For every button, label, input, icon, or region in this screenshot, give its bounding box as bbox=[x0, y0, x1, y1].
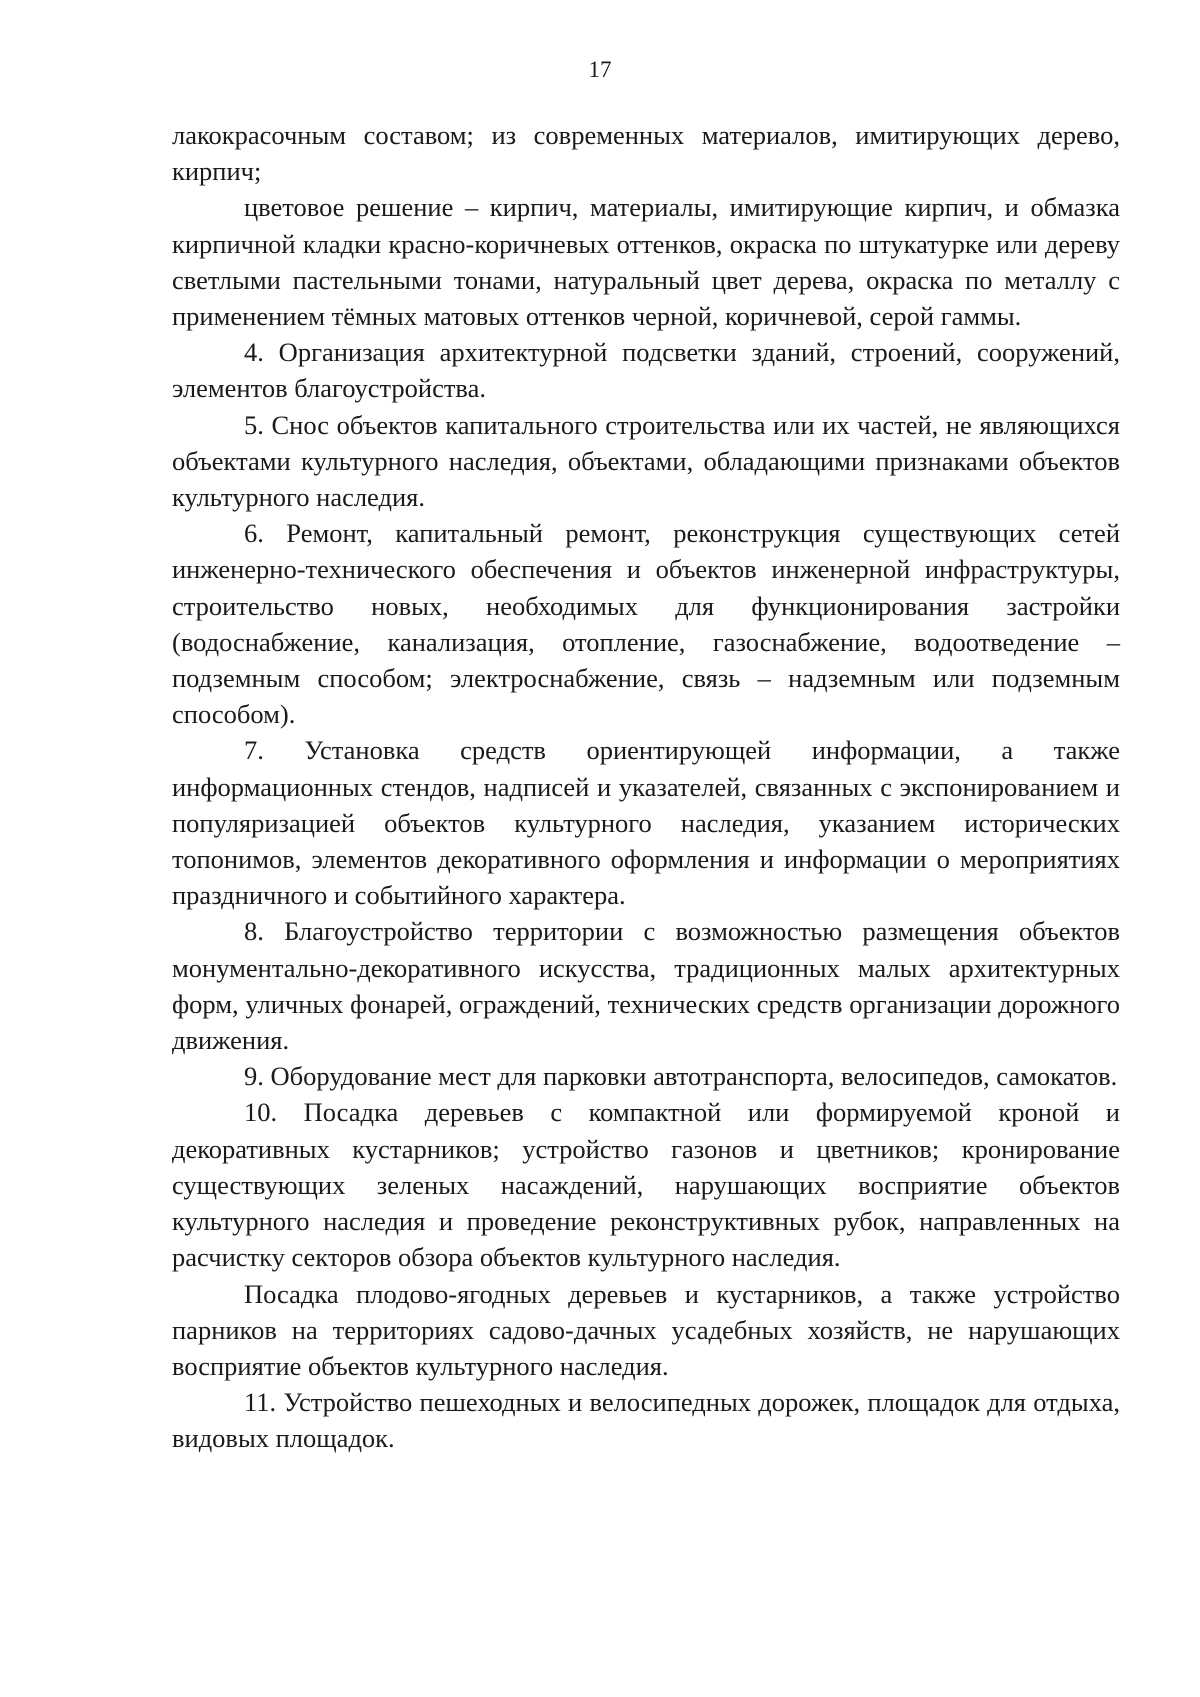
list-item-5: 5. Снос объектов капитального строительства или их частей, не являющихся объектами культурного наследия, объектами, обладающими признаками объектов культурного наследия. bbox=[172, 409, 1120, 513]
paragraph-continuation: лакокрасочным составом; из современных материалов, имитирующих дерево, кирпич; bbox=[172, 120, 1120, 187]
list-item-10: 10. Посадка деревьев с компактной или формируемой кроной и декоративных кустарников; устройство газонов и цветников; кронирование существующих зеленых насаждений, нарушающих восприятие объектов культурного наследия и проведение реконструктивных рубок, направленных на расчистку секторов обзора объектов культурного наследия. bbox=[172, 1097, 1120, 1273]
paragraph-fruit-trees: Посадка плодово-ягодных деревьев и кустарников, а также устройство парников на территориях садово-дачных усадебных хозяйств, не нарушающих восприятие объектов культурного наследия. bbox=[172, 1278, 1120, 1381]
paragraph-color-scheme: цветовое решение – кирпич, материалы, имитирующие кирпич, и обмазка кирпичной кладки красно-коричневых оттенков, окраска по штукатурке или дереву светлыми пастельными тонами, натуральный цвет дерева, окраска по металлу с применением тёмных матовых оттенков черной, коричневой, серой гаммы. bbox=[172, 192, 1120, 332]
list-item-4: 4. Организация архитектурной подсветки зданий, строений, сооружений, элементов благоустройства. bbox=[172, 337, 1120, 404]
list-item-6: 6. Ремонт, капитальный ремонт, реконструкция существующих сетей инженерно-технического обеспечения и объектов инженерной инфраструктуры, строительство новых, необходимых для функционирования застройки (водоснабжение, канализация, отопление, газоснабжение, водоотведение – подземным способом; электроснабжение, связь – надземным или подземным способом). bbox=[172, 518, 1120, 730]
list-item-7: 7. Установка средств ориентирующей информации, а также информационных стендов, надписей и указателей, связанных с экспонированием и популяризацией объектов культурного наследия, указанием исторических топонимов, элементов декоративного оформления и информации о мероприятиях праздничного и событийного характера. bbox=[172, 735, 1120, 911]
document-body bbox=[172, 117, 1120, 1457]
list-item-9: 9. Оборудование мест для парковки автотранспорта, велосипедов, самокатов. bbox=[244, 1061, 1118, 1092]
list-item-8: 8. Благоустройство территории с возможностью размещения объектов монументально-декоративного искусства, традиционных малых архитектурных форм, уличных фонарей, ограждений, технических средств организации дорожного движения. bbox=[172, 916, 1120, 1056]
page-number: 17 bbox=[588, 57, 612, 82]
list-item-11: 11. Устройство пешеходных и велосипедных дорожек, площадок для отдыха, видовых площадок. bbox=[172, 1387, 1120, 1454]
